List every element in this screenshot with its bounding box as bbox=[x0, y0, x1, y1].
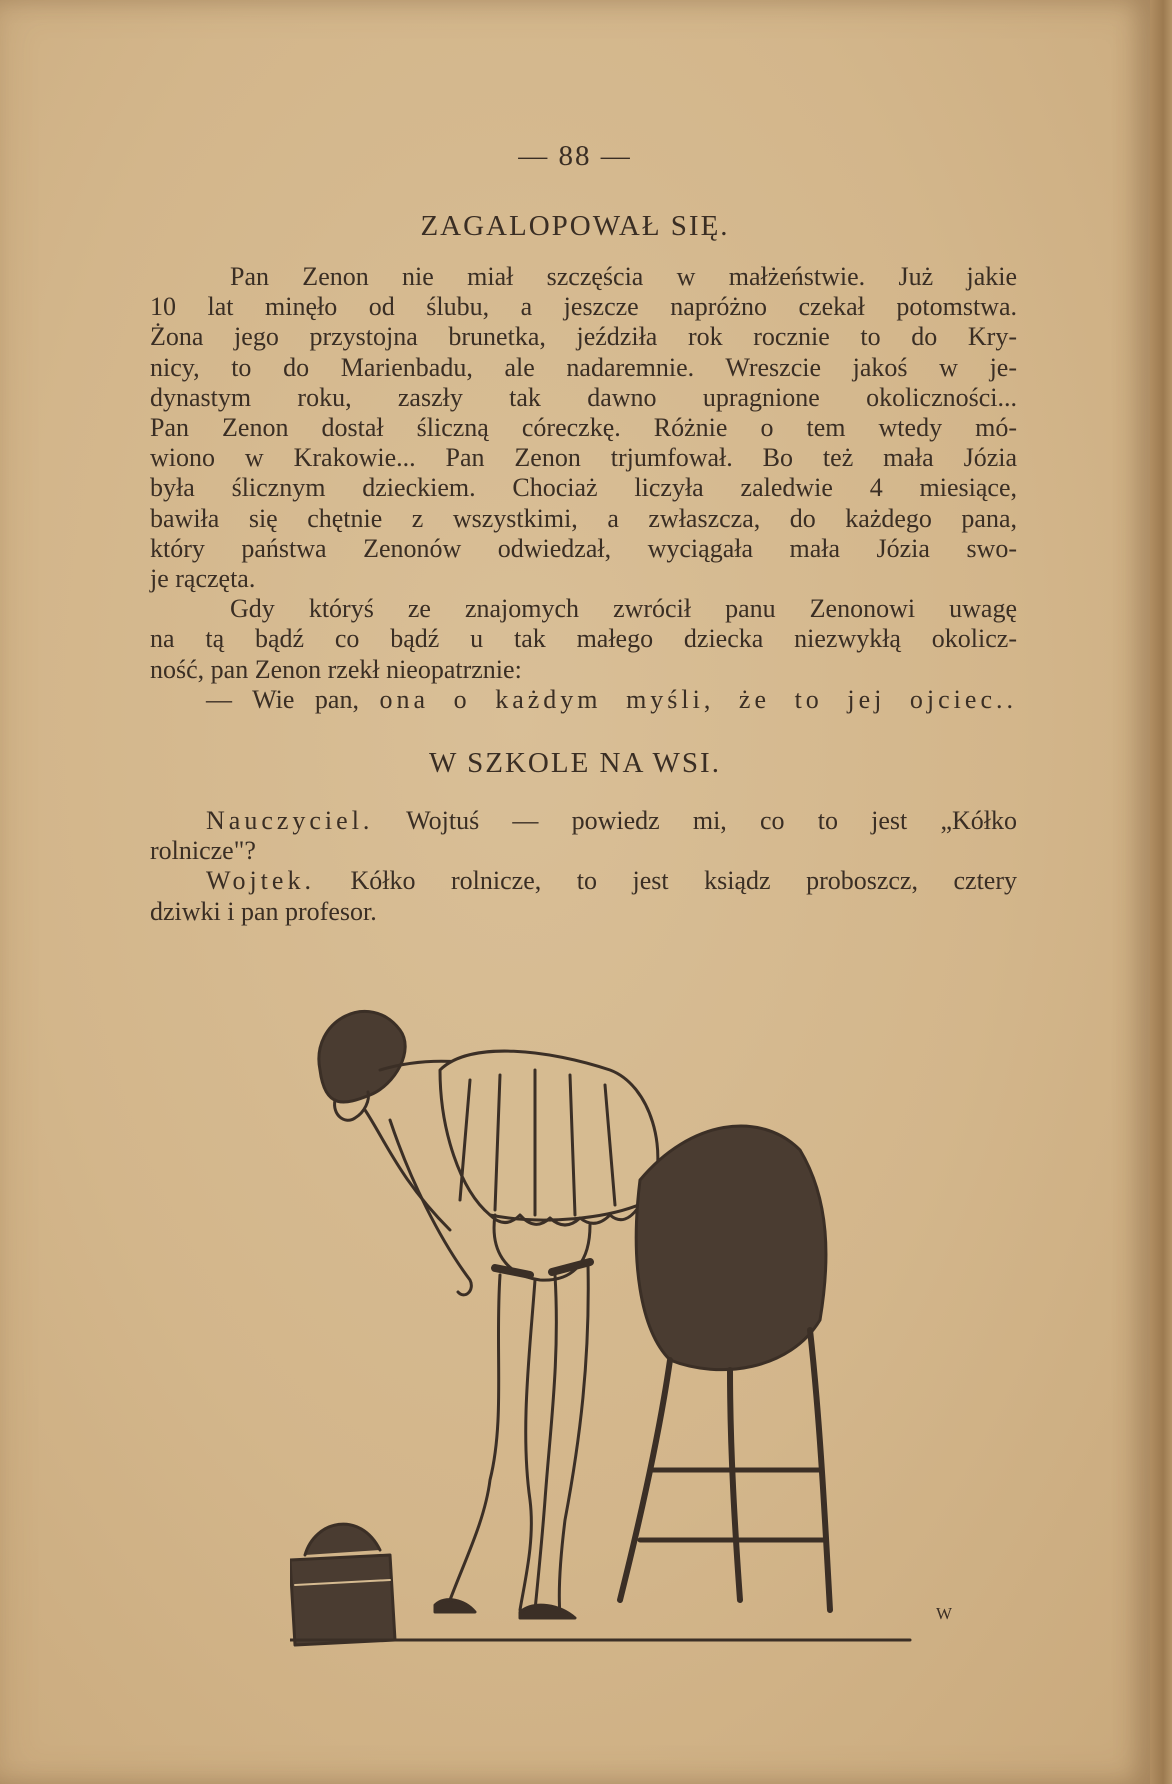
story-body-zagalopowal bbox=[150, 262, 1017, 715]
dialogue-line: rolnicze"? bbox=[150, 836, 256, 866]
dialogue-line: dziwki i pan profesor. bbox=[150, 896, 377, 926]
illustration-woman-at-chair bbox=[290, 1000, 930, 1650]
dialogue-line bbox=[150, 806, 1017, 836]
text-line: Żona jego przystojna brunetka, jeździła rok rocznie to do Kry- bbox=[150, 322, 1017, 352]
text-line: Gdy któryś ze znajomych zwrócił panu Zenonowi uwagę bbox=[230, 594, 1017, 624]
illustrator-signature: W bbox=[936, 1604, 953, 1623]
text-line: je rączęta. bbox=[150, 564, 256, 594]
dialogue-text: Wojtuś — powiedz mi, co to jest „Kółko bbox=[373, 806, 1017, 835]
book-spine bbox=[1150, 0, 1172, 1784]
dialogue-line bbox=[150, 866, 1017, 896]
story-body-w-szkole bbox=[150, 806, 1017, 927]
quote-prefix: — Wie pan, bbox=[206, 684, 380, 714]
story-title-zagalopowal: ZAGALOPOWAŁ SIĘ. bbox=[420, 210, 730, 242]
text-line: wiono w Krakowie... Pan Zenon trjumfował. Bo też mała Józia bbox=[150, 443, 1017, 473]
text-line: nicy, to do Marienbadu, ale nadaremnie. Wreszcie jakoś w je- bbox=[150, 352, 1017, 382]
text-line: ność, pan Zenon rzekł nieopatrznie: bbox=[150, 654, 522, 684]
text-line: na tą bądź co bądź u tak małego dziecka niezwykłą okolicz- bbox=[150, 624, 1017, 654]
speaker-wojtek: Wojtek. bbox=[206, 866, 315, 896]
text-line: bawiła się chętnie z wszystkimi, a zwłaszcza, do każdego pana, bbox=[150, 503, 1017, 533]
page-number: — 88 — bbox=[518, 140, 632, 172]
text-line: dynastym roku, zaszły tak dawno upragnione okoliczności... bbox=[150, 382, 1017, 412]
text-line: Pan Zenon dostał śliczną córeczkę. Różnie o tem wtedy mó- bbox=[150, 413, 1017, 443]
text-line: była ślicznym dzieckiem. Chociaż liczyła zaledwie 4 miesiące, bbox=[150, 473, 1017, 503]
text-line: który państwa Zenonów odwiedzał, wyciągała mała Józia swo- bbox=[150, 533, 1017, 563]
quote-line bbox=[150, 685, 1017, 715]
quote-spaced: ona o każdym myśli, że to jej ojciec.. bbox=[379, 684, 1017, 714]
speaker-teacher: Nauczyciel. bbox=[206, 806, 374, 835]
text-line: Pan Zenon nie miał szczęścia w małżeństwie. Już jakie bbox=[230, 262, 1017, 291]
story-title-w-szkole: W SZKOLE NA WSI. bbox=[429, 747, 721, 779]
text-line: 10 lat minęło od ślubu, a jeszcze napróżno czekał potomstwa. bbox=[150, 292, 1017, 322]
dialogue-text: Kółko rolnicze, to jest ksiądz proboszcz, cztery bbox=[314, 866, 1017, 896]
